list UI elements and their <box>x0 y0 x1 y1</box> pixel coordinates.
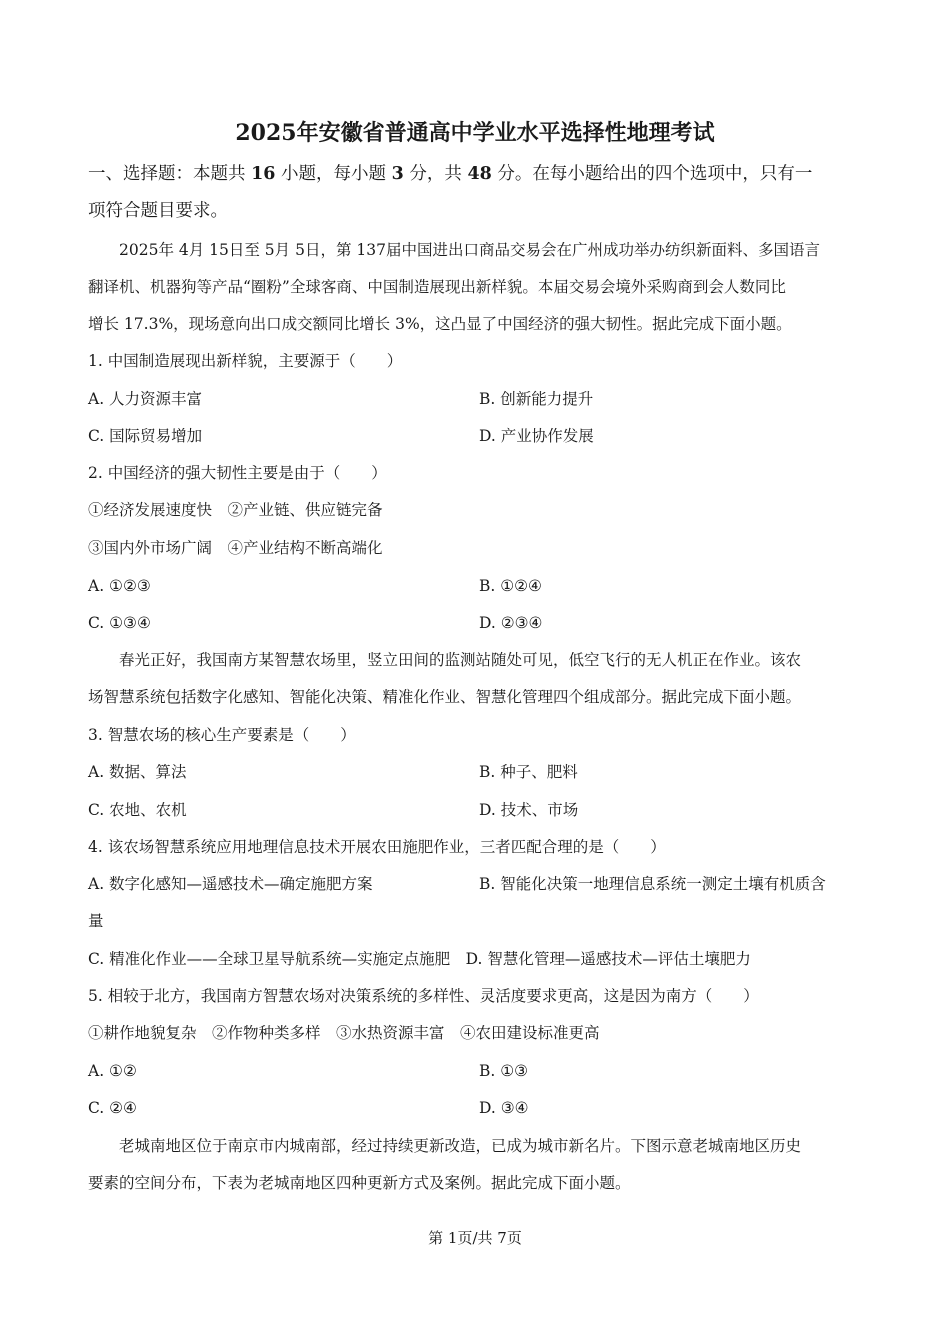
q1-option-c: C. 国际贸易增加 <box>88 427 203 445</box>
section-heading: 一、选择题：本题共 16 小题，每小题 3 分，共 48 分。在每小题给出的四个选项中，只有一 <box>88 164 813 184</box>
q3-option-b: B. 种子、肥料 <box>479 763 578 781</box>
passage-3-line: 要素的空间分布，下表为老城南地区四种更新方式及案例。据此完成下面小题。 <box>88 1174 631 1192</box>
question-2-stem: 2. 中国经济的强大韧性主要是由于（ ） <box>88 464 387 482</box>
q4-options-c-d: C. 精准化作业——全球卫星导航系统—实施定点施肥 D. 智慧化管理—遥感技术—评估土壤肥力 <box>88 950 751 968</box>
passage-1-line: 翻译机、机器狗等产品“圈粉”全球客商、中国制造展现出新样貌。本届交易会境外采购商到会人数同比 <box>88 278 786 296</box>
q5-option-c: C. ②④ <box>88 1099 137 1117</box>
exam-title: 2025年安徽省普通高中学业水平选择性地理考试 <box>235 120 715 146</box>
q2-option-c: C. ①③④ <box>88 614 151 632</box>
q2-option-a: A. ①②③ <box>88 577 151 595</box>
passage-2-line: 场智慧系统包括数字化感知、智能化决策、精准化作业、智慧化管理四个组成部分。据此完成下面小题。 <box>88 688 802 706</box>
q1-option-b: B. 创新能力提升 <box>479 390 594 408</box>
passage-1-line: 增长 17.3%，现场意向出口成交额同比增长 3%，这凸显了中国经济的强大韧性。据此完成下面小题。 <box>88 315 792 333</box>
q4-option-a: A. 数字化感知—遥感技术—确定施肥方案 <box>88 875 373 893</box>
q5-option-b: B. ①③ <box>479 1062 529 1080</box>
q1-option-d: D. 产业协作发展 <box>479 427 594 445</box>
q2-statements: ①经济发展速度快 ②产业链、供应链完备 <box>88 501 383 519</box>
q1-option-a: A. 人力资源丰富 <box>88 390 203 408</box>
q4-option-b: B. 智能化决策一地理信息系统一测定土壤有机质含 <box>479 875 826 893</box>
q5-option-d: D. ③④ <box>479 1099 529 1117</box>
section-heading-cont: 项符合题目要求。 <box>88 201 228 221</box>
question-5-stem: 5. 相较于北方，我国南方智慧农场对决策系统的多样性、灵活度要求更高，这是因为南方（ ） <box>88 987 759 1005</box>
passage-1-line: 2025年 4月 15日至 5月 5日，第 137届中国进出口商品交易会在广州成功举办纺织新面料、多国语言 <box>119 241 820 259</box>
q5-option-a: A. ①② <box>88 1062 137 1080</box>
q4-option-b-cont: 量 <box>88 912 104 930</box>
passage-2-line: 春光正好，我国南方某智慧农场里，竖立田间的监测站随处可见，低空飞行的无人机正在作业。该农 <box>119 651 802 669</box>
page-footer: 第 1页/共 7页 <box>428 1229 522 1247</box>
q2-option-b: B. ①②④ <box>479 577 542 595</box>
question-1-stem: 1. 中国制造展现出新样貌，主要源于（ ） <box>88 352 403 370</box>
q3-option-d: D. 技术、市场 <box>479 801 579 819</box>
q2-statements: ③国内外市场广阔 ④产业结构不断高端化 <box>88 539 383 557</box>
q2-option-d: D. ②③④ <box>479 614 543 632</box>
q5-statements: ①耕作地貌复杂 ②作物种类多样 ③水热资源丰富 ④农田建设标准更高 <box>88 1024 600 1042</box>
passage-3-line: 老城南地区位于南京市内城南部，经过持续更新改造，已成为城市新名片。下图示意老城南地区历史 <box>119 1137 802 1155</box>
q3-option-c: C. 农地、农机 <box>88 801 187 819</box>
q3-option-a: A. 数据、算法 <box>88 763 187 781</box>
question-3-stem: 3. 智慧农场的核心生产要素是（ ） <box>88 726 356 744</box>
question-4-stem: 4. 该农场智慧系统应用地理信息技术开展农田施肥作业，三者匹配合理的是（ ） <box>88 838 666 856</box>
